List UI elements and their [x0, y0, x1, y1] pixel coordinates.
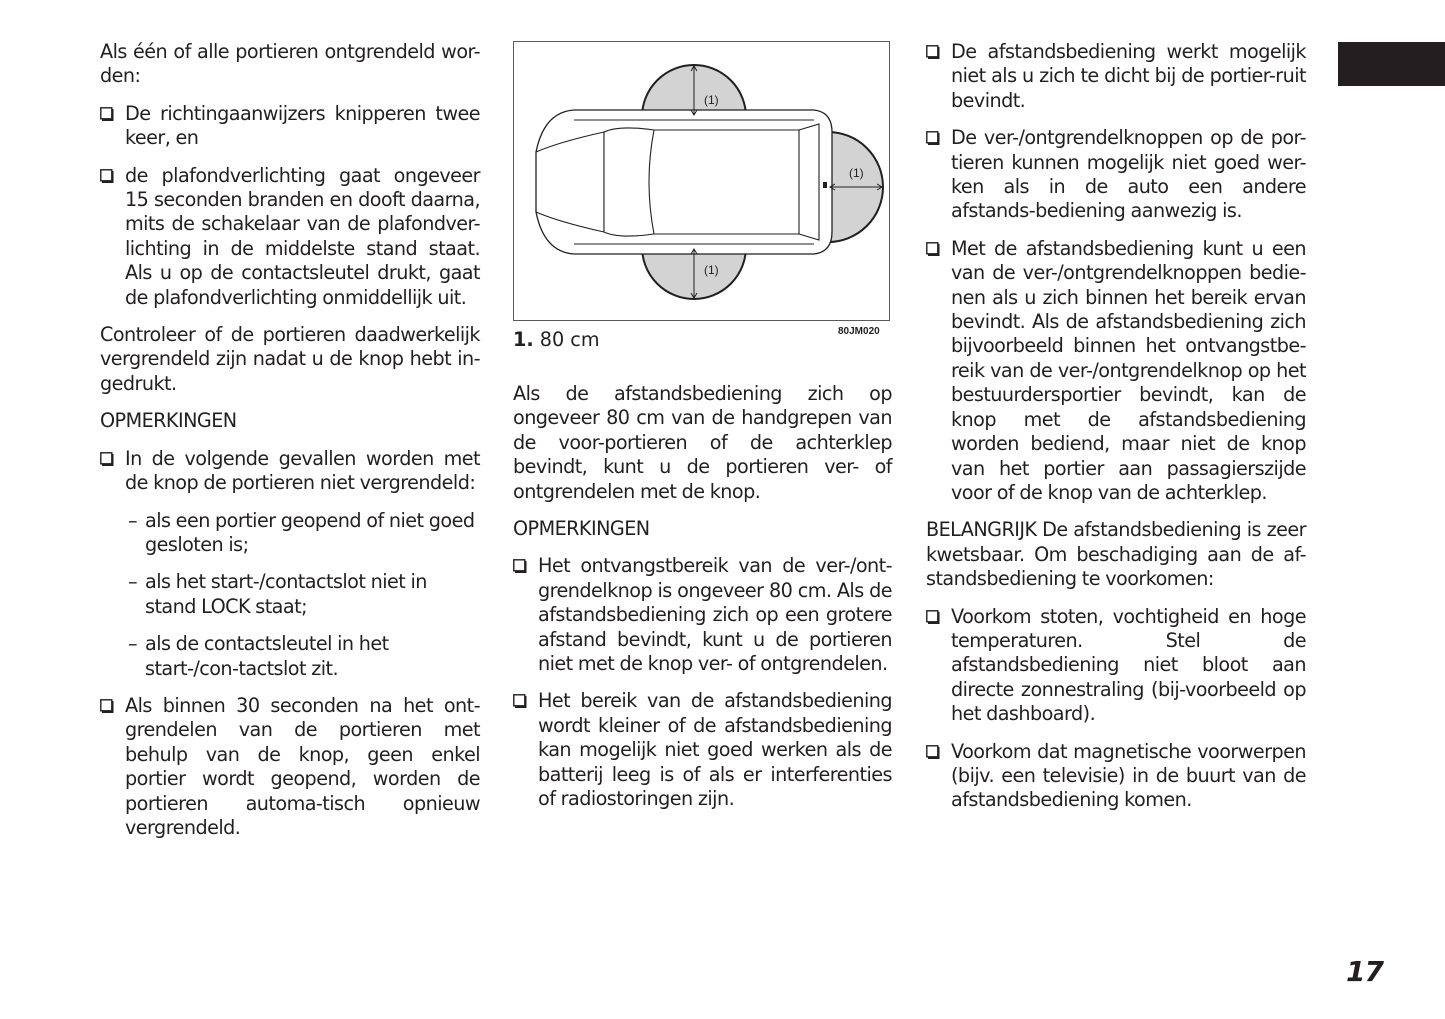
- intro-paragraph: Als één of alle portieren ontgrendeld wor-den:: [100, 40, 480, 88]
- range-paragraph: Als de afstandsbediening zich op ongeveer 80 cm van de handgrepen van de voor-portieren of de achterklep bevindt, kunt u de portieren ver- of ontgrendelen met de knop.: [513, 382, 892, 503]
- figure-caption: [513, 328, 600, 351]
- dash-bullet-icon: –: [128, 508, 138, 532]
- list-item: De afstandsbediening werkt mogelijk niet als u zich te dicht bij de portier-ruit bevindt.: [926, 40, 1306, 113]
- list-item: In de volgende gevallen worden met de knop de portieren niet vergrendeld:: [100, 447, 480, 496]
- dash-item: – als het start-/contactslot niet in stand LOCK staat;: [128, 570, 427, 618]
- checkbox-bullet-icon: [513, 694, 527, 708]
- column-1: [100, 40, 480, 853]
- dash-bullet-icon: –: [128, 632, 138, 656]
- checkbox-bullet-icon: [100, 699, 114, 713]
- checkbox-bullet-icon: [513, 559, 527, 573]
- checkbox-bullet-icon: [926, 242, 940, 256]
- column-3: [926, 40, 1306, 826]
- range-label-rear: (1): [849, 166, 864, 180]
- caption-number: 1.: [513, 328, 534, 351]
- checkbox-bullet-icon: [100, 452, 114, 466]
- list-item: Het ontvangstbereik van de ver-/ont-grendelknop is ongeveer 80 cm. Als de afstandsbediening zich op een grotere afstand bevindt, kunt u de portieren niet met de knop ver- of ontgrendelen.: [513, 554, 892, 676]
- notes-heading: OPMERKINGEN: [100, 409, 237, 433]
- car-range-figure: [513, 41, 890, 321]
- column-2: [513, 382, 892, 825]
- range-label-top: (1): [704, 93, 719, 107]
- checkbox-bullet-icon: [100, 169, 114, 183]
- dash-item: – als een portier geopend of niet goed gesloten is;: [128, 508, 475, 556]
- list-item: Voorkom dat magnetische voorwerpen (bijv. een televisie) in de buurt van de afstandsbediening komen.: [926, 740, 1306, 813]
- figure-code: 80JM020: [838, 326, 880, 337]
- section-tab-marker: [1338, 42, 1445, 86]
- list-item: Met de afstandsbediening kunt u een van de ver-/ontgrendelknoppen bedie-nen als u zich binnen het bereik ervan bevindt. Als de afstandsbediening zich bijvoorbeeld binnen het ontvangstbe-reik van de ver-/ontgrendelknop op het bestuurdersportier bevindt, kan de knop met de afstandsbediening worden bediend, maar niet de knop van het portier aan passagierszijde voor of de knop van de achterklep.: [926, 237, 1306, 505]
- car-roof: [649, 130, 799, 234]
- list-item: Voorkom stoten, vochtigheid en hoge temperaturen. Stel de afstandsbediening niet bloot aan directe zonnestraling (bij-voorbeeld op het dashboard).: [926, 605, 1306, 727]
- range-label-bottom: (1): [704, 263, 719, 277]
- car-top-view-illustration: [514, 42, 888, 319]
- checkbox-bullet-icon: [926, 45, 940, 59]
- list-item: de plafondverlichting gaat ongeveer 15 seconden branden en dooft daarna, mits de schakelaar van de plafondver-lichting in de middelste stand staat. Als u op de contactsleutel drukt, gaat de plafondverlichting onmiddellijk uit.: [100, 164, 480, 310]
- checkbox-bullet-icon: [926, 131, 940, 145]
- list-item: De richtingaanwijzers knipperen twee keer, en: [100, 102, 480, 151]
- dash-item: – als de contactsleutel in het start-/con-tactslot zit.: [128, 632, 389, 680]
- checkbox-bullet-icon: [926, 745, 940, 759]
- list-item: De ver-/ontgrendelknoppen op de por-tieren kunnen mogelijk niet goed wer-ken als in de auto een andere afstands-bediening aanwezig is.: [926, 126, 1306, 224]
- list-item: Als binnen 30 seconden na het ont-grendelen van de portieren met behulp van de knop, geen enkel portier wordt geopend, worden de portieren automa-tisch opnieuw vergrendeld.: [100, 694, 480, 840]
- checkbox-bullet-icon: [926, 610, 940, 624]
- page-number: 17: [1346, 955, 1383, 988]
- important-paragraph: BELANGRIJK De afstandsbediening is zeer kwetsbaar. Om beschadiging aan de af-standsbediening te voorkomen:: [926, 518, 1306, 591]
- checkbox-bullet-icon: [100, 107, 114, 121]
- list-item: Het bereik van de afstandsbediening wordt kleiner of de afstandsbediening kan mogelijk niet goed werken als de batterij leeg is of als er interferenties of radiostoringen zijn.: [513, 689, 892, 811]
- check-paragraph: Controleer of de portieren daadwerkelijk vergrendeld zijn nadat u de knop hebt in-gedrukt.: [100, 323, 480, 395]
- notes-heading: OPMERKINGEN: [513, 517, 650, 541]
- dash-bullet-icon: –: [128, 570, 138, 594]
- caption-text: 80 cm: [539, 328, 600, 351]
- car-windshield: [604, 128, 654, 236]
